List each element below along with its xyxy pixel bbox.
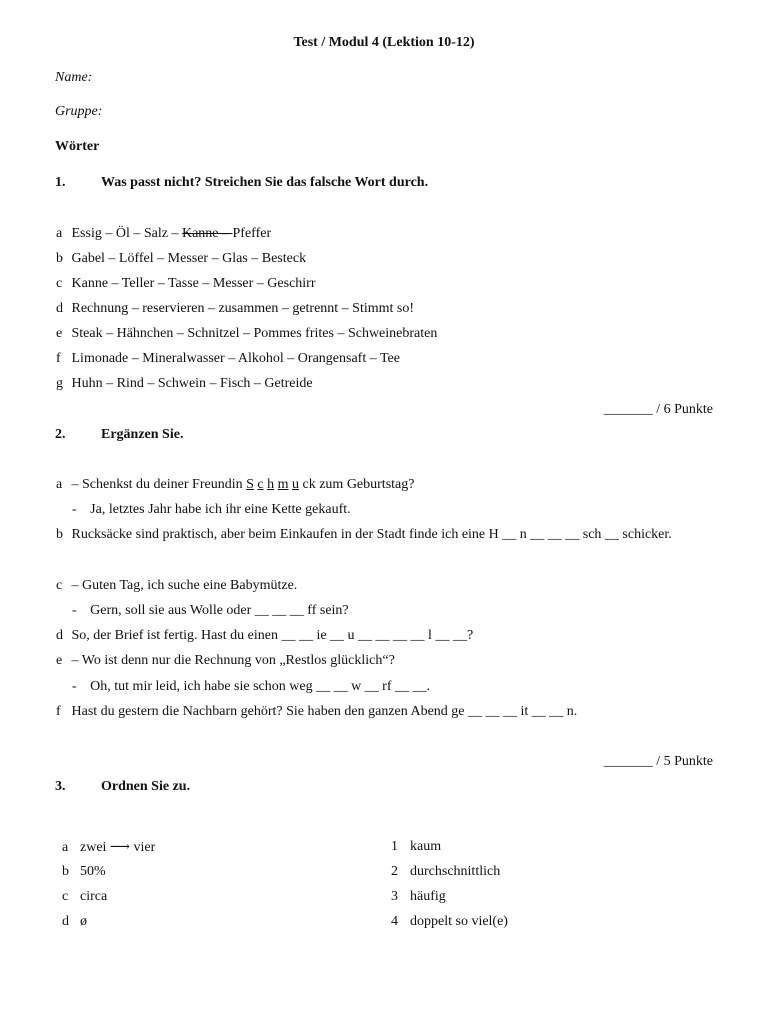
q2-item-a-reply: - Ja, letztes Jahr habe ich ihr eine Kette gekauft. [72, 502, 351, 517]
item-letter: e [56, 326, 63, 341]
item-letter: b [62, 864, 69, 879]
dash: - [72, 603, 77, 618]
item-letter: f [56, 704, 61, 719]
q3-instruction: Ordnen Sie zu. [101, 779, 191, 794]
item-letter: c [56, 276, 63, 291]
q2-number: 2. [55, 427, 66, 442]
item-letter: d [56, 628, 63, 643]
item-letter: d [56, 301, 63, 316]
q1-number: 1. [55, 175, 66, 190]
q2-item-a: a – Schenkst du deiner Freundin S c h m u ck zum Geburtstag? [56, 477, 415, 492]
q3-left-c: c circa [62, 889, 108, 904]
q3-left-a: a zwei ⟶ vier [62, 840, 156, 855]
item-letter: d [62, 914, 69, 929]
q3-left-b: b 50% [62, 864, 106, 879]
item-letter: a [56, 226, 63, 241]
item-letter: c [62, 889, 69, 904]
name-label: Name: [55, 70, 93, 85]
item-letter: g [56, 376, 63, 391]
q3-right-4: 4 doppelt so viel(e) [391, 914, 508, 929]
q3-right-1: 1 kaum [391, 839, 442, 854]
given-letter: h [267, 477, 275, 492]
q1-instruction: Was passt nicht? Streichen Sie das falsche Wort durch. [101, 175, 429, 190]
q2-item-e: e – Wo ist denn nur die Rechnung von „Restlos glücklich“? [56, 653, 395, 668]
q1-item-b: b Gabel – Löffel – Messer – Glas – Besteck [56, 251, 307, 266]
item-letter: f [56, 351, 61, 366]
q3-right-3: 3 häufig [391, 889, 446, 904]
page-title: Test / Modul 4 (Lektion 10-12) [293, 35, 475, 50]
given-letter: u [292, 477, 299, 492]
item-letter: a [62, 840, 69, 855]
item-letter: c [56, 578, 63, 593]
given-letter: c [257, 477, 264, 492]
given-letter: m [277, 477, 289, 492]
item-number: 4 [391, 914, 398, 929]
q1-item-a: a Essig – Öl – Salz – Kanne – Pfeffer [56, 226, 272, 241]
q3-number: 3. [55, 779, 66, 794]
q2-item-b: b Rucksäcke sind praktisch, aber beim Einkaufen in der Stadt finde ich eine H __ n __ __ __ sch __ schicker. [56, 522, 713, 547]
item-letter: b [56, 251, 63, 266]
dash: - [72, 679, 77, 694]
q2-item-f: f Hast du gestern die Nachbarn gehört? Sie haben den ganzen Abend ge __ __ __ it __ __ n. [56, 704, 578, 719]
section-heading: Wörter [55, 139, 100, 154]
q2-item-e-reply: - Oh, tut mir leid, ich habe sie schon weg __ __ w __ rf __ __. [72, 679, 430, 694]
q3-left-d: d ø [62, 914, 87, 929]
item-number: 2 [391, 864, 398, 879]
q2-instruction: Ergänzen Sie. [101, 427, 184, 442]
q2-score: _______ / 5 Punkte [603, 754, 713, 769]
item-letter: b [56, 527, 63, 542]
item-number: 3 [391, 889, 398, 904]
q1-item-c: c Kanne – Teller – Tasse – Messer – Geschirr [56, 276, 316, 291]
gruppe-label: Gruppe: [55, 104, 103, 119]
struck-word: Kanne – [181, 226, 233, 241]
q3-right-2: 2 durchschnittlich [391, 864, 501, 879]
given-letter: S [246, 477, 254, 492]
q2-item-d: d So, der Brief ist fertig. Hast du einen __ __ ie __ u __ __ __ __ l __ __? [56, 628, 474, 643]
q1-item-e: e Steak – Hähnchen – Schnitzel – Pommes frites – Schweinebraten [56, 326, 438, 341]
q2-item-c-reply: - Gern, soll sie aus Wolle oder __ __ __ ff sein? [72, 603, 349, 618]
q1-score: _______ / 6 Punkte [603, 402, 713, 417]
q1-item-d: d Rechnung – reservieren – zusammen – getrennt – Stimmt so! [56, 301, 415, 316]
item-letter: a [56, 477, 63, 492]
q1-item-f: f Limonade – Mineralwasser – Alkohol – Orangensaft – Tee [56, 351, 400, 366]
item-number: 1 [391, 839, 398, 854]
q2-item-c: c – Guten Tag, ich suche eine Babymütze. [56, 578, 298, 593]
q1-item-g: g Huhn – Rind – Schwein – Fisch – Getreide [56, 376, 313, 391]
dash: - [72, 502, 77, 517]
item-letter: e [56, 653, 63, 668]
